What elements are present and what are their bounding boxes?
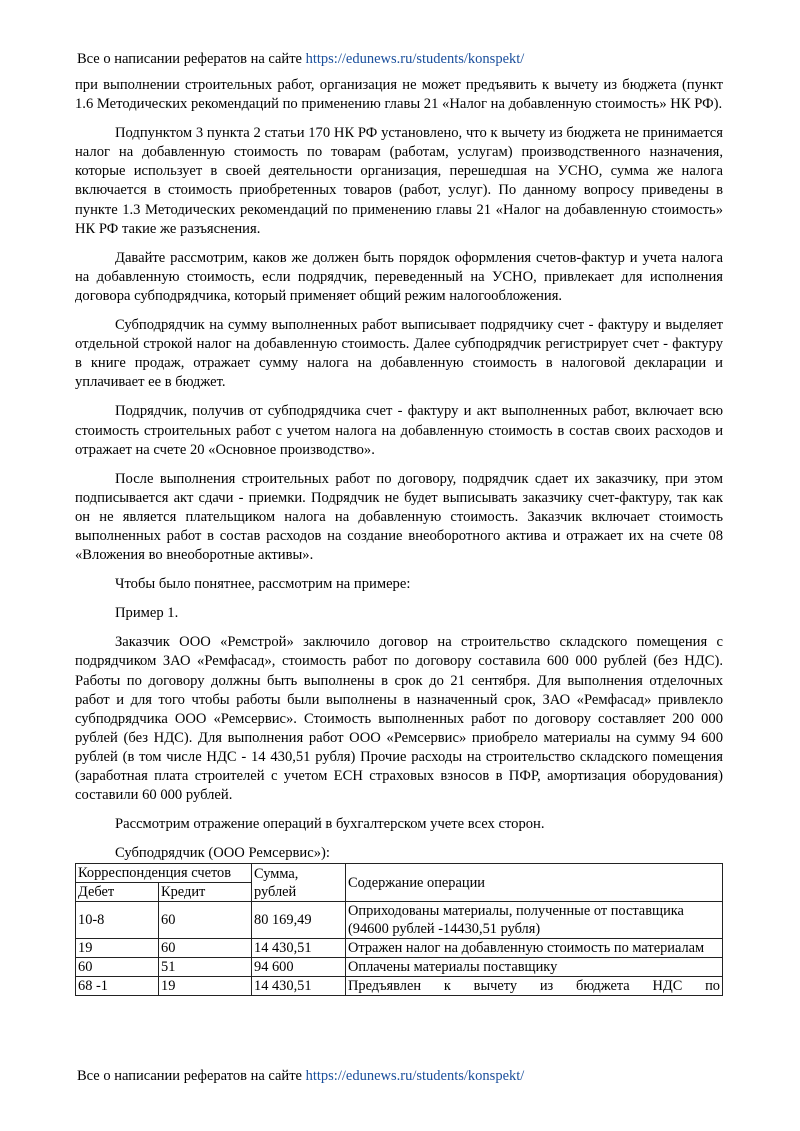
page-header	[77, 50, 524, 68]
sum-cell: 14 430,51	[252, 977, 346, 996]
paragraph: Подпунктом 3 пункта 2 статьи 170 НК РФ установлено, что к вычету из бюджета не принимается налог на добавленную стоимость по товарам (работам, услугам) производственного назначения, которые использует в своей деятельности организация, перешедшая на УСНО, сумма же налога включается в стоимость приобретенных товаров (работ, услуг). По данному вопросу приведены в пункте 1.3 Методических рекомендаций по применению главы 21 «Налог на добавленную стоимость» НК РФ такие же разъяснения.	[75, 125, 723, 237]
credit-cell: 19	[159, 977, 252, 996]
table-header-row	[76, 864, 723, 883]
debit-cell: 68 -1	[76, 977, 159, 996]
example-title: Пример 1.	[115, 605, 179, 622]
group-header-cell: Корреспонденция счетов	[76, 864, 252, 883]
sum-header-cell: Сумма, рублей	[252, 864, 346, 902]
page-footer	[77, 1067, 524, 1085]
footer-link[interactable]: https://edunews.ru/students/konspekt/	[305, 1068, 525, 1084]
footer-text: Все о написании рефератов на сайте	[77, 1068, 306, 1084]
paragraph: Чтобы было понятнее, рассмотрим на примере:	[115, 576, 411, 593]
table-row	[76, 977, 723, 996]
paragraph: Подрядчик, получив от субподрядчика счет - фактуру и акт выполненных работ, включает всю стоимость строительных работ с учетом налога на добавленную стоимость в состав своих расходов и отражает на счете 20 «Основное производство».	[75, 403, 723, 458]
sum-cell: 94 600	[252, 958, 346, 977]
header-text: Все о написании рефератов на сайте	[77, 51, 306, 67]
desc-text: Оприходованы материалы, полученные от поставщика	[348, 903, 684, 920]
accounting-table	[75, 863, 723, 996]
table-row	[76, 902, 723, 939]
debit-header-cell: Дебет	[76, 883, 159, 902]
desc-header-cell: Содержание операции	[346, 864, 723, 902]
credit-cell: 60	[159, 939, 252, 958]
table-row	[76, 958, 723, 977]
sum-cell: 14 430,51	[252, 939, 346, 958]
sum-cell: 80 169,49	[252, 902, 346, 939]
document-body	[75, 76, 723, 996]
desc-note: (94600 рублей -14430,51 рубля)	[348, 921, 541, 938]
desc-cell	[346, 902, 723, 939]
debit-cell: 10-8	[76, 902, 159, 939]
desc-cell: Отражен налог на добавленную стоимость по материалам	[346, 939, 723, 958]
debit-cell: 19	[76, 939, 159, 958]
credit-cell: 60	[159, 902, 252, 939]
paragraph: при выполнении строительных работ, организация не может предъявить к вычету из бюджета (пункт 1.6 Методических рекомендаций по применению главы 21 «Налог на добавленную стоимость» НК РФ).	[75, 77, 723, 113]
credit-cell: 51	[159, 958, 252, 977]
credit-header-cell: Кредит	[159, 883, 252, 902]
table-row	[76, 939, 723, 958]
debit-cell: 60	[76, 958, 159, 977]
desc-cell: Предъявлен к вычету из бюджета НДС по	[346, 977, 723, 996]
paragraph: Заказчик ООО «Ремстрой» заключило договор на строительство складского помещения с подрядчиком ЗАО «Ремфасад», стоимость работ по договору составила 600 000 рублей (без НДС). Работы по договору должны быть выполнены в срок до 21 сентября. Для выполнения отделочных работ и для того чтобы работы были выполнены в назначенный срок, ЗАО «Ремфасад» привлекло субподрядчика ООО «Ремсервис». Стоимость выполненных работ по договору составляет 200 000 рублей (без НДС). Для выполнения работ ООО «Ремсервис» приобрело материалы на сумму 94 600 рублей (в том числе НДС - 14 430,51 рубля) Прочие расходы на строительство складского помещения (заработная плата строителей с учетом ЕСН страховых взносов в ПФР, амортизация оборудования) составили 60 000 рублей.	[75, 634, 723, 804]
header-link[interactable]: https://edunews.ru/students/konspekt/	[305, 51, 525, 67]
desc-cell: Оплачены материалы поставщику	[346, 958, 723, 977]
paragraph: Субподрядчик на сумму выполненных работ выписывает подрядчику счет - фактуру и выделяет отдельной строкой налог на добавленную стоимость. Далее субподрядчик регистрирует счет - фактуру в книге продаж, отражает сумму налога на добавленную стоимость в налоговой декларации и уплачивает ее в бюджет.	[75, 317, 723, 391]
paragraph: После выполнения строительных работ по договору, подрядчик сдает их заказчику, при этом подписывается акт сдачи - приемки. Подрядчик не будет выписывать заказчику счет-фактуру, так как он не является плательщиком налога на добавленную стоимость. Заказчик включает стоимость выполненных работ в состав расходов на создание внеоборотного актива и отражает их на счете 08 «Вложения во внеоборотные активы».	[75, 470, 723, 564]
paragraph: Рассмотрим отражение операций в бухгалтерском учете всех сторон.	[115, 816, 545, 833]
table-caption: Субподрядчик (ООО Ремсервис»):	[115, 845, 330, 862]
paragraph: Давайте рассмотрим, каков же должен быть порядок оформления счетов-фактур и учета налога на добавленную стоимость, если подрядчик, переведенный на УСНО, привлекает для исполнения договора субподрядчика, который применяет общий режим налогообложения.	[75, 249, 723, 304]
